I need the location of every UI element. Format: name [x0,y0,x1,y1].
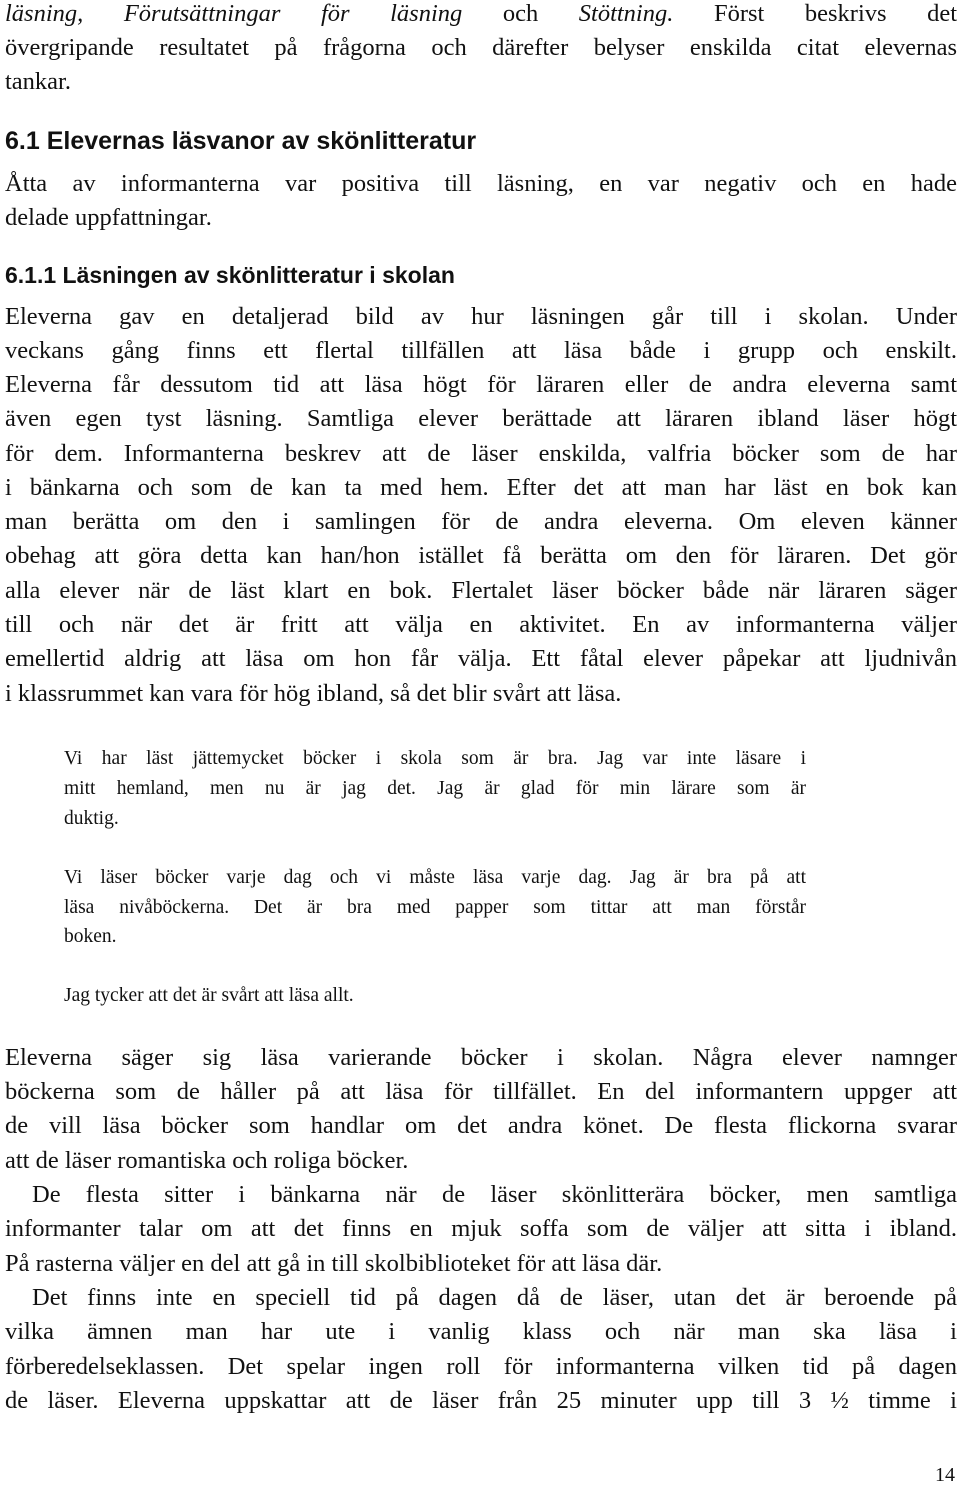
paragraph-line: de vill läsa böcker som handlar om det andra könet. De flesta flickorna svarar [5,1112,957,1139]
intro-line-3: tankar. [5,68,71,95]
paragraph-line: obehag att göra detta kan han/hon istället få berätta om den för läraren. Det gör [5,542,957,569]
paragraph-line: i klassrummet kan vara för hög ibland, så det blir svårt att läsa. [5,680,622,707]
paragraph-line: emellertid aldrig att läsa om hon får välja. Ett fåtal elever påpekar att ljudnivån [5,645,957,672]
paragraph-line: man berätta om den i samlingen för de andra eleverna. Om eleven känner [5,508,957,535]
paragraph-line: informanter talar om att det finns en mjuk soffa som de väljer att sitta i ibland. [5,1215,957,1242]
paragraph-line: Eleverna säger sig läsa varierande böcker i skolan. Några elever namnger [5,1044,957,1071]
intro-word: Först beskrivs det [713,0,958,27]
paragraph-line: till och när det är fritt att välja en aktivitet. En av informanterna väljer [5,611,957,638]
block-quote-line: boken. [64,926,117,947]
section-text-line: Åtta av informanterna var positiva till läsning, en var negativ och en hade [5,170,957,197]
intro-line-1 [5,0,957,31]
italic-term: för [320,0,350,27]
block-quote-line: duktig. [64,808,119,829]
subsection-heading: 6.1.1 Läsningen av skönlitteratur i skolan [5,262,455,288]
paragraph-line: alla elever när de läst klart en bok. Flertalet läser böcker både när läraren säger [5,577,957,604]
paragraph-line: de läser. Eleverna uppskattar att de läser från 25 minuter upp till 3 ½ timme i [5,1387,957,1414]
italic-term: läsning, [5,0,84,27]
italic-term: Stöttning. [578,0,674,27]
section-heading: 6.1 Elevernas läsvanor av skönlitteratur [5,127,477,155]
paragraph-line: även egen tyst läsning. Samtliga elever berättade att läraren ibland läser högt [5,405,957,432]
paragraph-line: förberedelseklassen. Det spelar ingen roll för informanterna vilken tid på dagen [5,1353,957,1380]
block-quote-line: läsa nivåböckerna. Det är bra med papper som tittar att man förstår [64,897,806,918]
paragraph-line: De flesta sitter i bänkarna när de läser skönlitterära böcker, men samtliga [32,1181,957,1208]
page-number: 14 [935,1464,955,1486]
intro-word: och [502,0,539,27]
italic-term: läsning [390,0,463,27]
paragraph-line: vilka ämnen man har ute i vanlig klass och när man ska läsa i [5,1318,957,1345]
paragraph-line: att de läser romantiska och roliga böcker. [5,1147,409,1174]
paragraph-line: Det finns inte en speciell tid på dagen då de läser, utan det är beroende på [32,1284,957,1311]
block-quote-line: Jag tycker att det är svårt att läsa allt. [64,985,354,1006]
paragraph-line: veckans gång finns ett flertal tillfällen att läsa både i grupp och enskilt. [5,337,957,364]
block-quote-line: Vi läser böcker varje dag och vi måste läsa varje dag. Jag är bra på att [64,867,806,888]
paragraph-line: för dem. Informanterna beskrev att de läser enskilda, valfria böcker som de har [5,440,957,467]
block-quote-line: mitt hemland, men nu är jag det. Jag är glad för min lärare som är [64,778,806,799]
italic-term: Förutsättningar [123,0,281,27]
paragraph-line: böckerna som de håller på att läsa för tillfället. En del informantern uppger att [5,1078,957,1105]
paragraph-line: På rasterna väljer en del att gå in till skolbiblioteket för att läsa där. [5,1250,663,1277]
paragraph-line: Eleverna får dessutom tid att läsa högt för läraren eller de andra eleverna samt [5,371,957,398]
paragraph-line: i bänkarna och som de kan ta med hem. Efter det att man har läst en bok kan [5,474,957,501]
section-text-line: delade uppfattningar. [5,204,212,231]
intro-line-2: övergripande resultatet på frågorna och därefter belyser enskilda citat elevernas [5,34,957,61]
paragraph-line: Eleverna gav en detaljerad bild av hur läsningen går till i skolan. Under [5,303,957,330]
block-quote-line: Vi har läst jättemycket böcker i skola som är bra. Jag var inte läsare i [64,748,806,769]
